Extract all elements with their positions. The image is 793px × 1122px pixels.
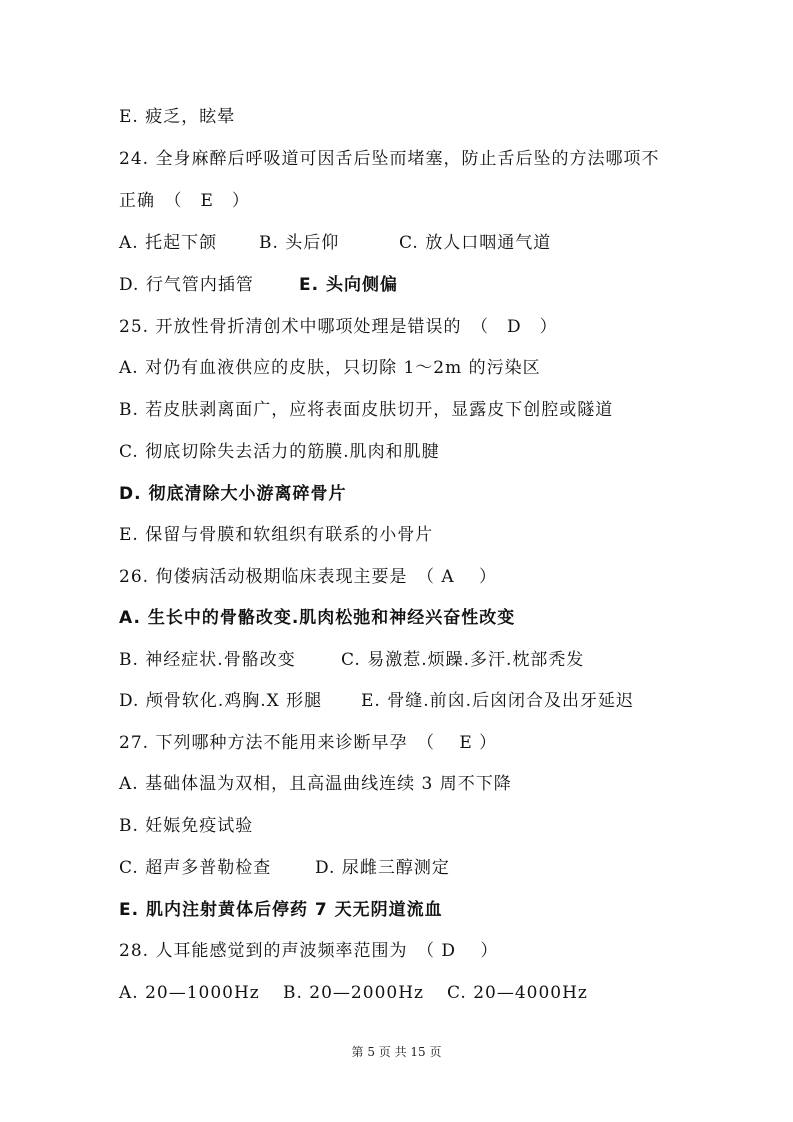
option-b: B. 若皮肤剥离面广，应将表面皮肤切开，显露皮下创腔或隧道 — [119, 400, 614, 420]
option-a: A. 对仍有血液供应的皮肤，只切除 1～2m 的污染区 — [119, 358, 541, 378]
question-28: 28. 人耳能感觉到的声波频率范围为 （ D ） — [119, 941, 499, 961]
option-b: B. 神经症状.骨骼改变 — [119, 650, 296, 670]
question-24-line-2: 正确 （ E ） — [119, 191, 250, 211]
option-d-answer: D. 彻底清除大小游离碎骨片 — [119, 484, 347, 504]
option-d: D. 行气管内插管 — [119, 275, 254, 295]
option-b: B. 妊娠免疫试验 — [119, 816, 254, 836]
option-b: B. 头后仰 — [259, 233, 340, 253]
question-26: 26. 佝偻病活动极期临床表现主要是 （ A ） — [119, 567, 498, 587]
option-a-answer: A. 生长中的骨骼改变.肌肉松弛和神经兴奋性改变 — [119, 608, 516, 628]
option-a: A. 托起下颌 — [119, 233, 218, 253]
option-d: D. 尿雌三醇测定 — [315, 858, 450, 878]
options-row — [119, 856, 699, 880]
option-e-answer: E. 头向侧偏 — [299, 275, 398, 295]
option-e-answer: E. 肌内注射黄体后停药 7 天无阴道流血 — [119, 900, 443, 920]
option-a: A. 基础体温为双相，且高温曲线连续 3 周不下降 — [119, 774, 512, 794]
option-b: B. 20—2000Hz — [283, 983, 424, 1003]
options-row — [119, 648, 699, 672]
option-c: C. 20—4000Hz — [447, 983, 588, 1003]
options-row — [119, 273, 699, 297]
options-row — [119, 981, 699, 1005]
option-c: C. 放人口咽通气道 — [399, 233, 552, 253]
option-c: C. 易激惹.烦躁.多汗.枕部秃发 — [341, 650, 585, 670]
option-line: E. 疲乏，眩晕 — [119, 107, 236, 127]
option-e: E. 骨缝.前囟.后囟闭合及出牙延迟 — [361, 691, 635, 711]
option-c: C. 彻底切除失去活力的筋膜.肌肉和肌腱 — [119, 442, 440, 462]
option-a: A. 20—1000Hz — [119, 983, 260, 1003]
option-c: C. 超声多普勒检查 — [119, 858, 272, 878]
option-e: E. 保留与骨膜和软组织有联系的小骨片 — [119, 525, 434, 545]
options-row — [119, 231, 699, 255]
options-row — [119, 689, 699, 713]
question-25: 25. 开放性骨折清创术中哪项处理是错误的 （ D ） — [119, 317, 558, 337]
page-footer: 第 5 页 共 15 页 — [351, 1045, 442, 1059]
question-24-line-1: 24. 全身麻醉后呼吸道可因舌后坠而堵塞，防止舌后坠的方法哪项不 — [119, 149, 660, 169]
option-d: D. 颅骨软化.鸡胸.X 形腿 — [119, 691, 323, 711]
question-27: 27. 下列哪种方法不能用来诊断早孕 （ E ） — [119, 733, 498, 753]
